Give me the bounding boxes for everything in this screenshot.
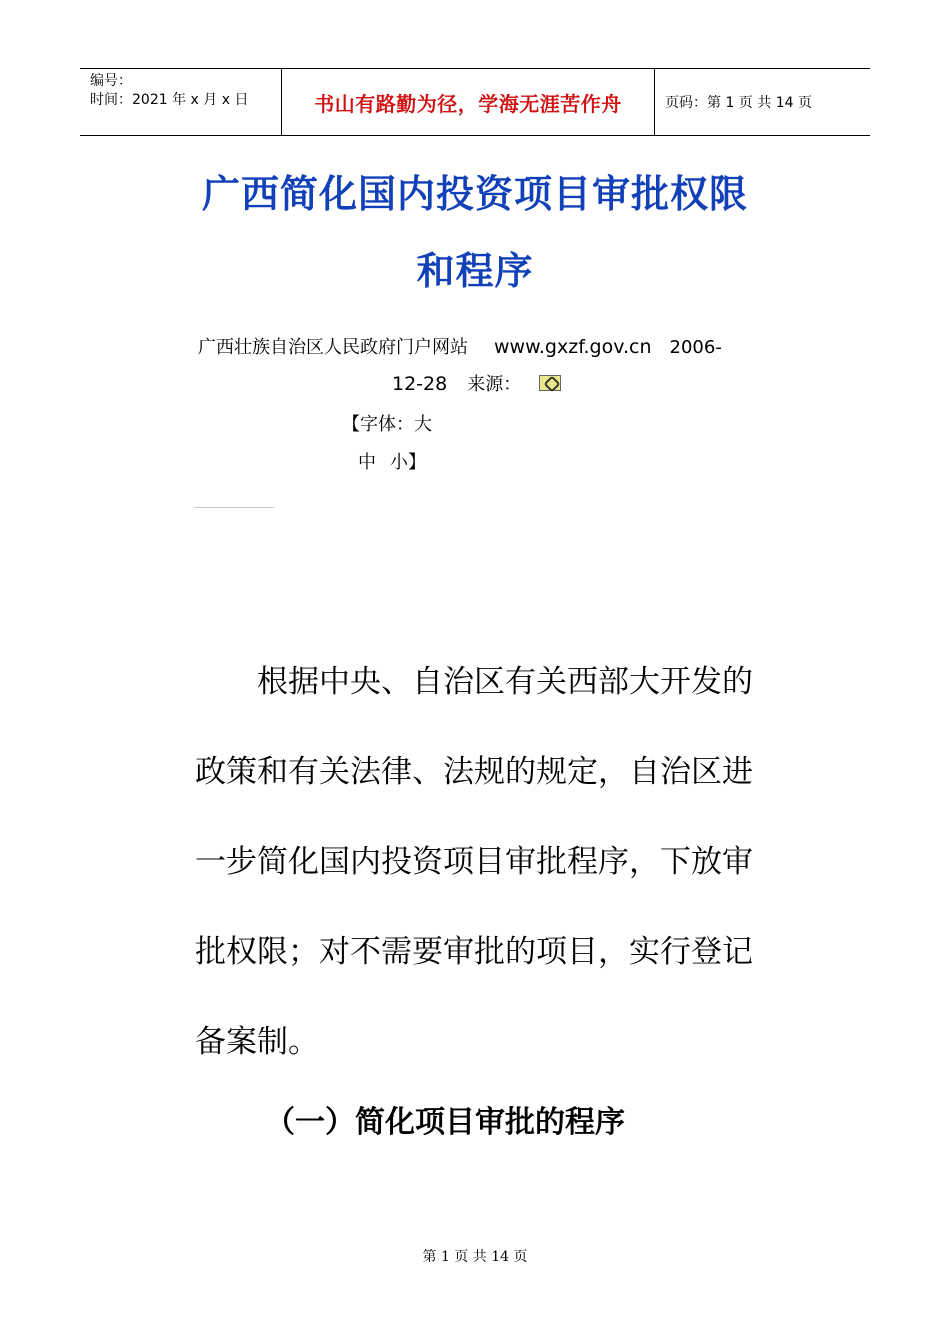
header-page-info-cell bbox=[655, 69, 870, 135]
page-footer: 第 1 页 共 14 页 bbox=[422, 1249, 528, 1265]
body-line: 批权限；对不需要审批的项目，实行登记 bbox=[195, 934, 753, 970]
document-header bbox=[80, 68, 870, 136]
font-size-large[interactable]: 【字体：大 bbox=[342, 414, 432, 435]
body-line: 根据中央、自治区有关西部大开发的 bbox=[257, 664, 753, 700]
source-image-icon[interactable] bbox=[539, 375, 561, 391]
divider bbox=[194, 507, 274, 508]
header-page-info: 页码：第 1 页 共 14 页 bbox=[665, 95, 812, 111]
header-motto-cell bbox=[281, 69, 655, 135]
font-size-selector-2 bbox=[358, 448, 426, 474]
body-line: 政策和有关法律、法规的规定，自治区进 bbox=[195, 754, 753, 790]
number-label: 编号： bbox=[90, 73, 132, 89]
date-part-2: 12-28 bbox=[392, 373, 448, 395]
body-line: 备案制。 bbox=[195, 1024, 319, 1060]
font-size-selector bbox=[342, 410, 432, 436]
meta-line-1 bbox=[198, 333, 722, 359]
body-line: 一步简化国内投资项目审批程序，下放审 bbox=[195, 844, 753, 880]
header-meta bbox=[80, 69, 281, 135]
document-title-line1: 广西简化国内投资项目审批权限 bbox=[201, 172, 748, 216]
font-size-small[interactable]: 小】 bbox=[390, 452, 426, 473]
site-name: 广西壮族自治区人民政府门户网站 bbox=[198, 337, 468, 358]
site-url[interactable]: www.gxzf.gov.cn bbox=[494, 336, 652, 358]
font-size-medium[interactable]: 中 bbox=[358, 452, 376, 473]
meta-line-2 bbox=[392, 370, 561, 396]
section-title: （一）简化项目审批的程序 bbox=[265, 1105, 625, 1140]
body-paragraph bbox=[195, 637, 755, 1087]
source-label: 来源： bbox=[467, 374, 522, 395]
header-motto: 书山有路勤为径，学海无涯苦作舟 bbox=[314, 91, 622, 116]
date-part-1: 2006- bbox=[669, 337, 722, 358]
time-label: 时间：2021 年 x 月 x 日 bbox=[90, 92, 249, 108]
document-title-line2: 和程序 bbox=[416, 249, 534, 293]
